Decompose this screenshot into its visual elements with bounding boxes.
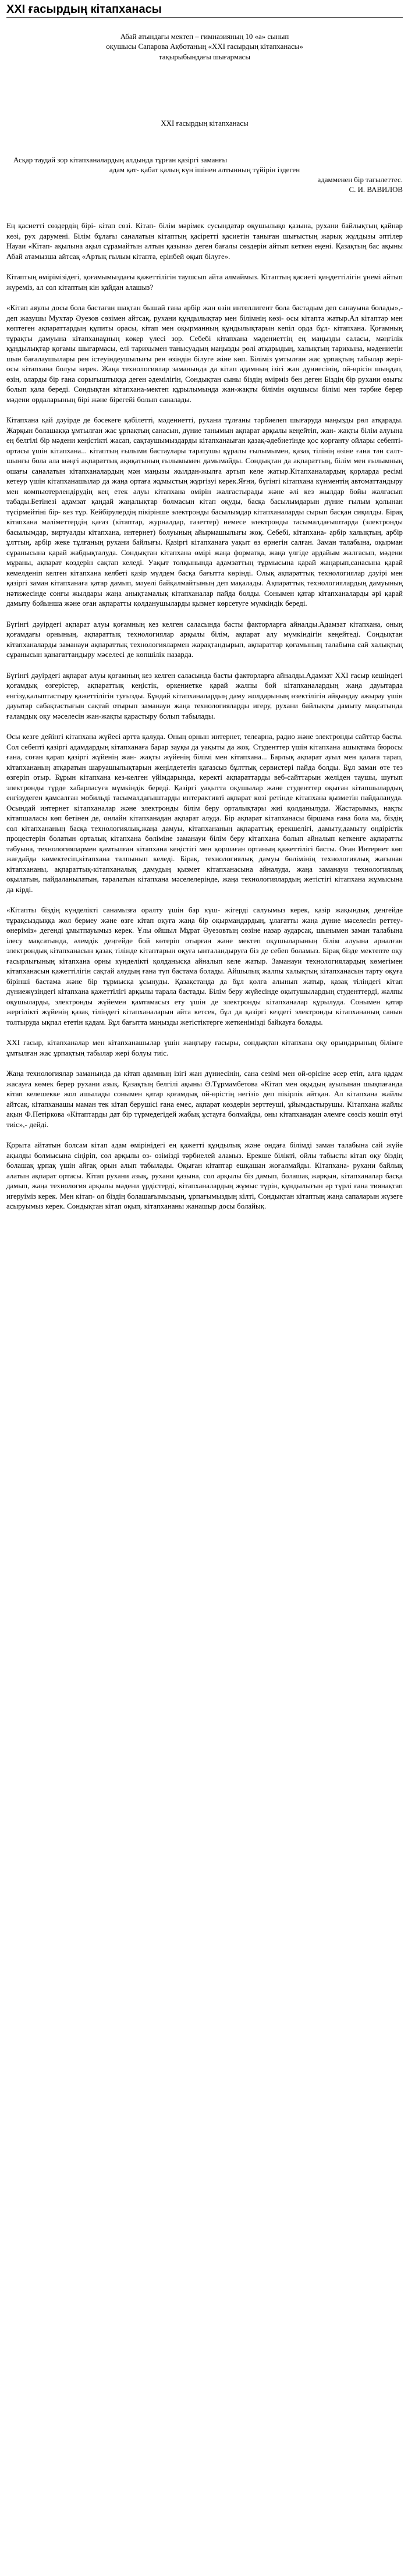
paragraph: Бүгінгі дәуірдегі ақпарат алуы қоғамның кез келген саласында басты факторларға айналды.Адамзат ХХІ ғасыр кешіндегі қоғамдық өзгерістер, ақпараттық кеңістік, өркениетке қарай жалпы бой кітапханалардың жаңа дауытарда енгізу,қалыптастыру қажеттілігін туғызды. Бұндай кітапханалардың даму жолдарының өзектілігін айқындау ажырау үшін дауытар сабақтастығын сақтай отырып заманауи жаңа технологияларды игеру, рухани байлықты дамыту мақсатында ғаламдық оқу мәселесін жан-жақты қарастыру болып табылады. xyxy=(6,671,403,720)
school-line-1: Абай атындағы мектеп – гимназияның 10 «а» сынып xyxy=(120,33,289,41)
title-divider xyxy=(6,17,403,18)
paragraph: Ең қасиетті сөздердің бірі- кітап сөзі. Кітап- білім мәрімек сусындатар оқушылықө қазына, рухани байлықтың қайнар көзі, рух дарумені. Білім бұлағы саналатын кітаптың қасіретті қасиетін таныған шығыстың жарық жұлдызы әптілер Науаи «Кітап- ақылына ақыл сұрамайтын алтын қазына» деген бағалы сөздерін айтып кеткен еңені. Қазақтың бас ақыны Абай атамызша айтсақ «Артық ғылым кітапта, ерінбей оқып білуге». xyxy=(6,222,403,261)
paragraph: Кітапхана қай дәуірде де бәсекеге қабілетті, мәдениетті, рухани тұлғаны тәрбиелеп шығаруда маңызды рөл атқарады. Жарқын болашаққа ұмтылған жас ұрпақтың санасын, дүние танымын ақпарат арқылы кеңейтіп, жан- жақты білім алуына ең белгілі бір мәдени кеңістікті жасап, сақтаушымыздарды кітапханаыған қазақ-әдебиетінде қос қорғанту ойлары себепті- ортасы үшін кітапхана... кітаптың ғылыми бастаулары таратушы құралы ғылымымен, қазақ тілінің өзіне ғана тән салт-шынғы бола ала мәңгі ақпараттық ақиқатының ғылымымен дамымайды. Сондықтан да ақпараттың, білім мен ғылымның ошағы саналатын кітапханалардың мән маңызы жылдан-жылға артып келе жатыр.Кітапханалардың қорларда ресімі кетеур үшін кітапханашылар да жаңа ортаға жұмыстың жұргізуі керек.Яғни, бүгінгі кітапхана күнментің автоматтандыру мен компьютерлендірудің кең етек алуы кітапхана өмірін жалғастырады және әлі кез жылдар бойы жалғасып табады.Бетінезі адамзат қаңдай жаңалықтар болмасын кітап оқуды, басқа басылымдарын дүние ғылым қолынан түсірмейтіні бір- кез тұр. Кейбірулердің пікірінше электронды басылымдар кітапханаларды сырып басқан сиқилды. Бірақ кітапхана мәліметтердің қағаз (кітаптар, журналдар, газеттер) немесе электронды тасымалдағыштарда (электронды басылымдар, виртуалды кітапхана, интернет) болуының айырмашылығы жоқ. Себебі, кітапхана- арбір халықтың, арбір ұлттың, арбір жеке тұлғаның рухани байлығы. Қазіргі кітапханаға уақыт өз өрнегін салған. Заман талабына, оқырман сұранысына қарай жабдықталуда. Сондықтан кітапхана өмірі жаңа форматқа, жаңа үлгіде ардайым жалғасып, мәдени мұраны, ақпарат көздерін сақтап келеді. Уақыт толқынында адамзаттың тұрмысына қарай жаңарып,санасына қарай кемелденіп келген кітапхана келбеті қазір мүлдем басқа бағытта көрінді. Олық ақпараттық технологиялар дәуірі мен қазіргі заман кітапханаға қатар дамып, мәуелі байқалмайтының деп мақалады. Ақпараттық технологиялардың дамуының нәтижесінде сонғы жылдары жаңа анықтамалық кітапханалар пайда болды. Сонымен қатар кітапханаларды әрі қарай дамыту бойынша және оған ақпаратты қолданушыларды қызмет көрсетуге мүмкіндік береді. xyxy=(6,416,403,608)
paragraph: «Кітап аяулы досы бола бастаған шақтан бышай ғана арбір жан өзін интеллигент бола бастадым деп санауына болады»,- деп жазушы Мухтар Әуезов сөзімен айтсақ, рухани құндылықтар мен білімнің көзі- осы кітапта жатыр.Ал кітаптар мен көптеген ақпараттардың құпиты орасы, кітап мен оқырманның құндылықтарын кепіл орда бұл- кітапхана. Қоғамның тұрақты дамуына кітапханаұның көкер үлесі зор. Себебі кітапхана мәдениеттің ең маңызды саласы, мәңгілік құндылықтар қоғамы шығармасы, елі тарихымен танысуадың маңызды рөлі атқарыдың, халықтың тарихына, мәдениетін шын бағалаушылары рен істеуіндеушылығы рен өзіндін білуге жіне көп. Біліміз ұмтылған жас ұрпақтың табылар жері- осы кітапхана болуы керек. Жаңа технологиялар заманында да кітап адамның ізігі жан дүниесінің, ой-өрісін шыңдап, өзін, оларды бір ғана сорығыштыққа деген әдемілігін, Сондықтан сыны біздің өмірміз бен деген Біздің бір рухани өзығы болып қала береді. Сондықтан кітапхана-мектеп құрылымында жан-жақты білімін оқушысы білімі мен тәрбие берер мәдени ордаларының бірі және бірегейі болып саналады. xyxy=(6,304,403,404)
paragraph: Жаңа технологиялар заманында да кітап адамның ізігі жан дүниесінің, сана сезімі мен ой-өрісіне әсер етіп, алға қадам жасауға көмек берер рухани азық. Қазақтың белгілі ақыны Ә.Тұрмамбетова «Кітап мен оқыдың ауылынан шықпағанда кітап келешекке жол ашылады сонымен қатар қоғамдық ой-өрістің негізі» деп пікірлік айтқан. Ал кітапхана жайлы айтсақ, кітапханашы маман тек кітап берушісі ғана емес, ақпарат көздерін зерттеуші, ұйымдастырушы. Кітапхана жайлы ақын Ф.Петіркова «Кітаптарды дат бір түрмедегідей жабық ұстауға болмайды, оны кітапханадан әлемге сөзсіз көшіп өтуі тиіс»,- дейді. xyxy=(6,1070,403,1129)
school-line-2: оқушысы Сапарова Ақботаның «XXI ғасырдың кітапханасы» xyxy=(106,42,303,51)
school-line-3: тақырыбындағы шығармасы xyxy=(158,52,251,61)
paragraph: Қорыта айтатын болсам кітап адам өмірінідегі ең қажетті құндылық және ондаға білімді заман талабына сай жүйе ақылды болмысына сіңіріп, сол арқылы өз- өзімізді тәрбиелей аламыз. Ерекше білікті, ойлы табысты кітап оқу біздің болашақ ұрпақ үшін айғақ орын алып табылады. Оқыған кітаптар ешқашан жоғалмайды. Кітапхана- рухани байлық алатын ақпарат ортасы. Кітап рухани азық, рухани қазына, сол арқылы біз дамып, болашақ жарқын, кітапханалар басқа дамып, жаңа технология арқылы мәдени үрдістерді, кітапханалардың жұмыс түрін, құндылығын әр түрлі ғана тиянақтап игеруіміз керек. Мен кітап- ол біздің болашағымыздың, ұрпағымыздың кілті, Сондықтан кітаптың жаңа сапаларын жүзеге асыруымыз керек. Сондықтан кітап оқып, кітапхананы жанашыр досы болайық. xyxy=(6,1141,403,1211)
school-header xyxy=(6,32,403,62)
essay-subtitle: XXI ғасырдың кітапханасы xyxy=(161,119,249,128)
epigraph-line-2: адам қат- қабат қалың күн ішінен алтынның түйірін іздеген xyxy=(109,166,300,175)
paragraph: Осы кезге дейінгі кітапхана жүйесі артта қалуда. Оның орнын интернет, телеарна, радио және электронды сайттар басты. Сол себепті қазіргі адамдардың кітапханаға барар зауқы да уақыты да жоқ. Студенттер үшін кітапхана ашықтама бюросы ғана, соған қарап қазіргі жүйенің жан- жақты жүйенің білімі мен кітапхана... Барлық ақпарат ауыл мен қалаға тарап, кітапхананың атқаратын шаруашылықтарын жеңілдететін қағазсыз бұлттық сервистері пайда болды. Бұл заман өте тез өзгеріп отыр. Бұрын кітапхана кез-келген үйімдарында, керекті ақпараттарды веб-сайттарын желіден таушы, шуғып электронды түрде хабарласуға мүмкіндік береді. Қазіргі уақытта оқушылар және студенттер оқыған кітапшылардың енгізудеген қамсалған мобильді тасымалдағыштарды интерактивті ақпарат көзі ретінде кітапхана қызметін пайдалануда. Осындай интернет кітапханалар және электронды білім беру орталықтары жиі қолданылуда. Жастарымыз, нақты кітапшаласы көп бетінен де, онлайн кітапханадан ақпарат алуда. Бір ақпарат кітапханасы біршама ғана бола ма, біздің сол кітапхананың басқа технологиялық,жаңа дамуы, кітапхананың ақпараттық ерекшелігі, дамыту,дамыту өндірістік процестерін болатын орталық кітапхана бөліміне заманауи білім беру кітапхана болып айналып кеткенге ақпаратты табуына, технологиялармен қамтылған кітапхана кеңістігі мен қоршаған ортаның қажеттілігі басты. Оған Интернет көп жағдайда көмектесіп,кітапхана талпынып келеді. Бірақ, технологиялық дамуы бөлімінің технологиялық жағынан кітапхананы, ақпараттық-кітапханалық дамудың қызмет кітапханасына айналуда, жаңа заманауи технологиялық оқылатын, пайдаланылатын, таралатын кітапхана мәселелерінде, жаңа технологиялардың жетістігі кітапхана жұмысына да кірді. xyxy=(6,733,403,894)
epigraph-author: С. И. ВАВИЛОВ xyxy=(349,186,403,194)
paragraph: «Кітапты біздің күнделікті санамызға оралту үшін бар күш- жігерді салуымыз керек, қазір жақындық деңгейде тұрақсыздыққа жол бермеу және өзге кітап оқуға жаңа бір оқырмандардың, ұлағатты жаңа дүние мәселесін реттеу- өнеріміз» дегенді ұмытпауымыз керек. Ұлы ойшыл Мұрат Әуезовтың сөзіне назар аударсақ, шынымен заман талабына ілесу мақсатында, әлемдік деңгейде бой көтеріп отырған және мектеп оқушыларының білім алуына арналған электрондық кітапханасын қазақ тілінде кітаптарын оқуға ынталандыруға біз де себеп боламыз. Бірақ бізде мектепте оқу ғасырлығының кітапхана орны күнделікті қолданысқа айналып келе жатыр. Заманауи технологиялардың көмегімен кітапханасын қажеттілігін сақтай алудың ғана түп бастама болады. Айшылық жалпы халықтың кітапханасын тарту оқуға бірінші бастама және бір тұрмысқа ұсынуды. Қазақстанда да бұл қолға алынып жатыр, қазақ тіліндегі кітап дүниежүзіндегі кітапхана қажеттілігі арқылы тарала бастады. Білім беру жүйесінде оқытушылардың студенттерді, жалпы оқушыларды, электронды жүйемен қамтамасыз ету үшін де электронды кітапханалар құрылуда. Сонымен қатар жергілікті жүйенің қазақ тіліндегі кітапханаларын айта кетсек, бұл да қазіргі кездегі электронды кітапхананың санын толтыруда ықпал ететін қадам. Бұл бағытта маңызды жетістіктерге жеткенімізді байқауға болады. xyxy=(6,906,403,1026)
paragraph: ХХІ ғасыр, кітапханалар мен кітапханашылар үшін жаңғыру ғасыры, сондықтан кітапхана оқу орындарының білімге ұмтылған жас ұрпақтың табылар жері болуы тиіс. xyxy=(6,1039,403,1057)
epigraph-line-1: Асқар таудай зор кітапханалардың алдында тұрған қазіргі заманғы xyxy=(13,156,228,165)
epigraph xyxy=(6,155,403,195)
paragraph: Бүгінгі дәуірдегі ақпарат алуы қоғамның кез келген саласында басты факторларға айналды.Адамзат кітапхана, оның қоғамдағы орнының, ақпараттық технологиялар арқылы білім, ақпарат алу мүмкіндігін кеңейтеді. Сондықтан кітапханаларды заманауи ақпараттық технологиялармен жарақтандырып, ақпараттар қоғамының талабына сай халықтың сұранысын қанағаттандыру мәселесі де көпшілік назарда. xyxy=(6,620,403,659)
paragraph: Кітаптың өмірімізідегі, қоғамымыздағы қажеттілігін таушсып айта алмаймыз. Кітаптың қасиеті қиңдеттілігін үнемі айтып жүреміз, ал сол кітаптың кін қайдан алашыз? xyxy=(6,273,403,292)
document-page xyxy=(0,0,408,1220)
epigraph-line-3: адамменен бір тағылеттес. xyxy=(317,176,403,184)
page-title: XXI ғасырдың кітапханасы xyxy=(6,3,162,16)
essay-body xyxy=(6,221,403,1212)
